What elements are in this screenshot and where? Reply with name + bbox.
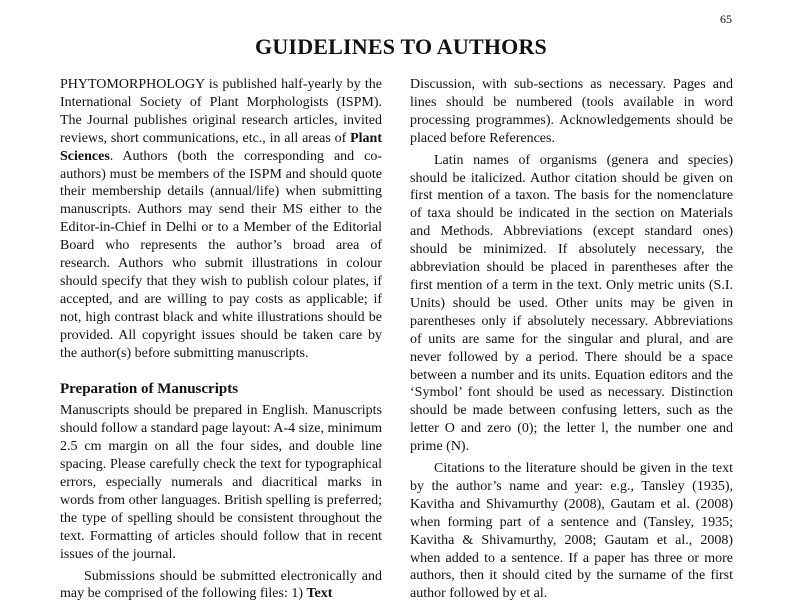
page-number: 65 [720,12,732,26]
page-title: GUIDELINES TO AUTHORS [255,34,547,59]
manuscript-paragraph: Manuscripts should be prepared in English. Manuscripts should follow a standard page layout: A-4 size, minimum 2.5 cm margin on all the four sides, and double line spacing. Please carefully check the text for typographical errors, especially numerals and diacritical marks in words from other languages. British spelling is preferred; the type of spelling should be consistent throughout the text. Formatting of articles should follow that in recent issues of the journal. [60,403,382,562]
intro-text-end: . Authors (both the corresponding and co-authors) must be members of the ISPM and should quote their membership details (annual/life) when submitting manuscripts. Authors may send their MS either to the Editor-in-Chief in Delhi or to a Member of the Editorial Board who represents the author’s broad area of research. Authors who submit illustrations in colour should specify that they wish to publish colour plates, if accepted, and are willing to pay costs as applicable; if not, high contrast black and white illustrations should be provided. All copyright issues should be taken care by the author(s) before submitting manuscripts. [60,148,382,361]
text-bold: Text [306,586,333,602]
discussion-paragraph: Discussion, with sub-sections as necessary. Pages and lines should be numbered (tools available in word processing programmes). Acknowledgements should be placed before References. [410,77,733,146]
section-heading-preparation: Preparation of Manuscripts [60,380,239,397]
submission-text: Submissions should be submitted electronically and may be comprised of the following files: 1) [60,568,382,602]
latin-names-paragraph: Latin names of organisms (genera and species) should be italicized. Author citation should be given on first mention of a taxon. The basis for the nomenclature of taxa should be indicated in the section on Materials and Methods. Abbreviations (except standard ones) should be minimized. If absolutely necessary, the abbreviation should be placed in parentheses after the first mention of a term in the text. Only metric units (S.I. Units) should be used. Other units may be given in parentheses only if absolutely necessary. Abbreviations of units are same for the singular and plural, and are never followed by a period. There should be a space between a number and its units. Equation editors and the ‘Symbol’ font should be used as necessary. Distinction should be made between confusing letters, such as the letter O and zero (0); the letter l, the number one and prime (N). [410,152,733,455]
citations-paragraph: Citations to the literature should be given in the text by the author’s name and year: e.g., Tansley (1935), Kavitha and Shivamurthy (2008), Gautam et al. (2008) when forming part of a sentence and (Tansley, 1935; Kavitha & Shivamurthy, 2008; Gautam et al., 2008) when added to a sentence. If a paper has three or more authors, then it should cited by the surname of the first author followed by et al. [410,461,733,602]
left-column [60,76,382,603]
intro-paragraph [60,76,382,363]
plant-sciences-bold: Plant Sciences [60,130,382,164]
right-column [410,76,733,603]
submission-paragraph [60,568,382,603]
intro-text-start: PHYTOMORPHOLOGY is published half-yearly by the International Society of Plant Morphologists (ISPM). The Journal publishes original research articles, invited reviews, short communications, etc., in all areas of [60,77,382,146]
